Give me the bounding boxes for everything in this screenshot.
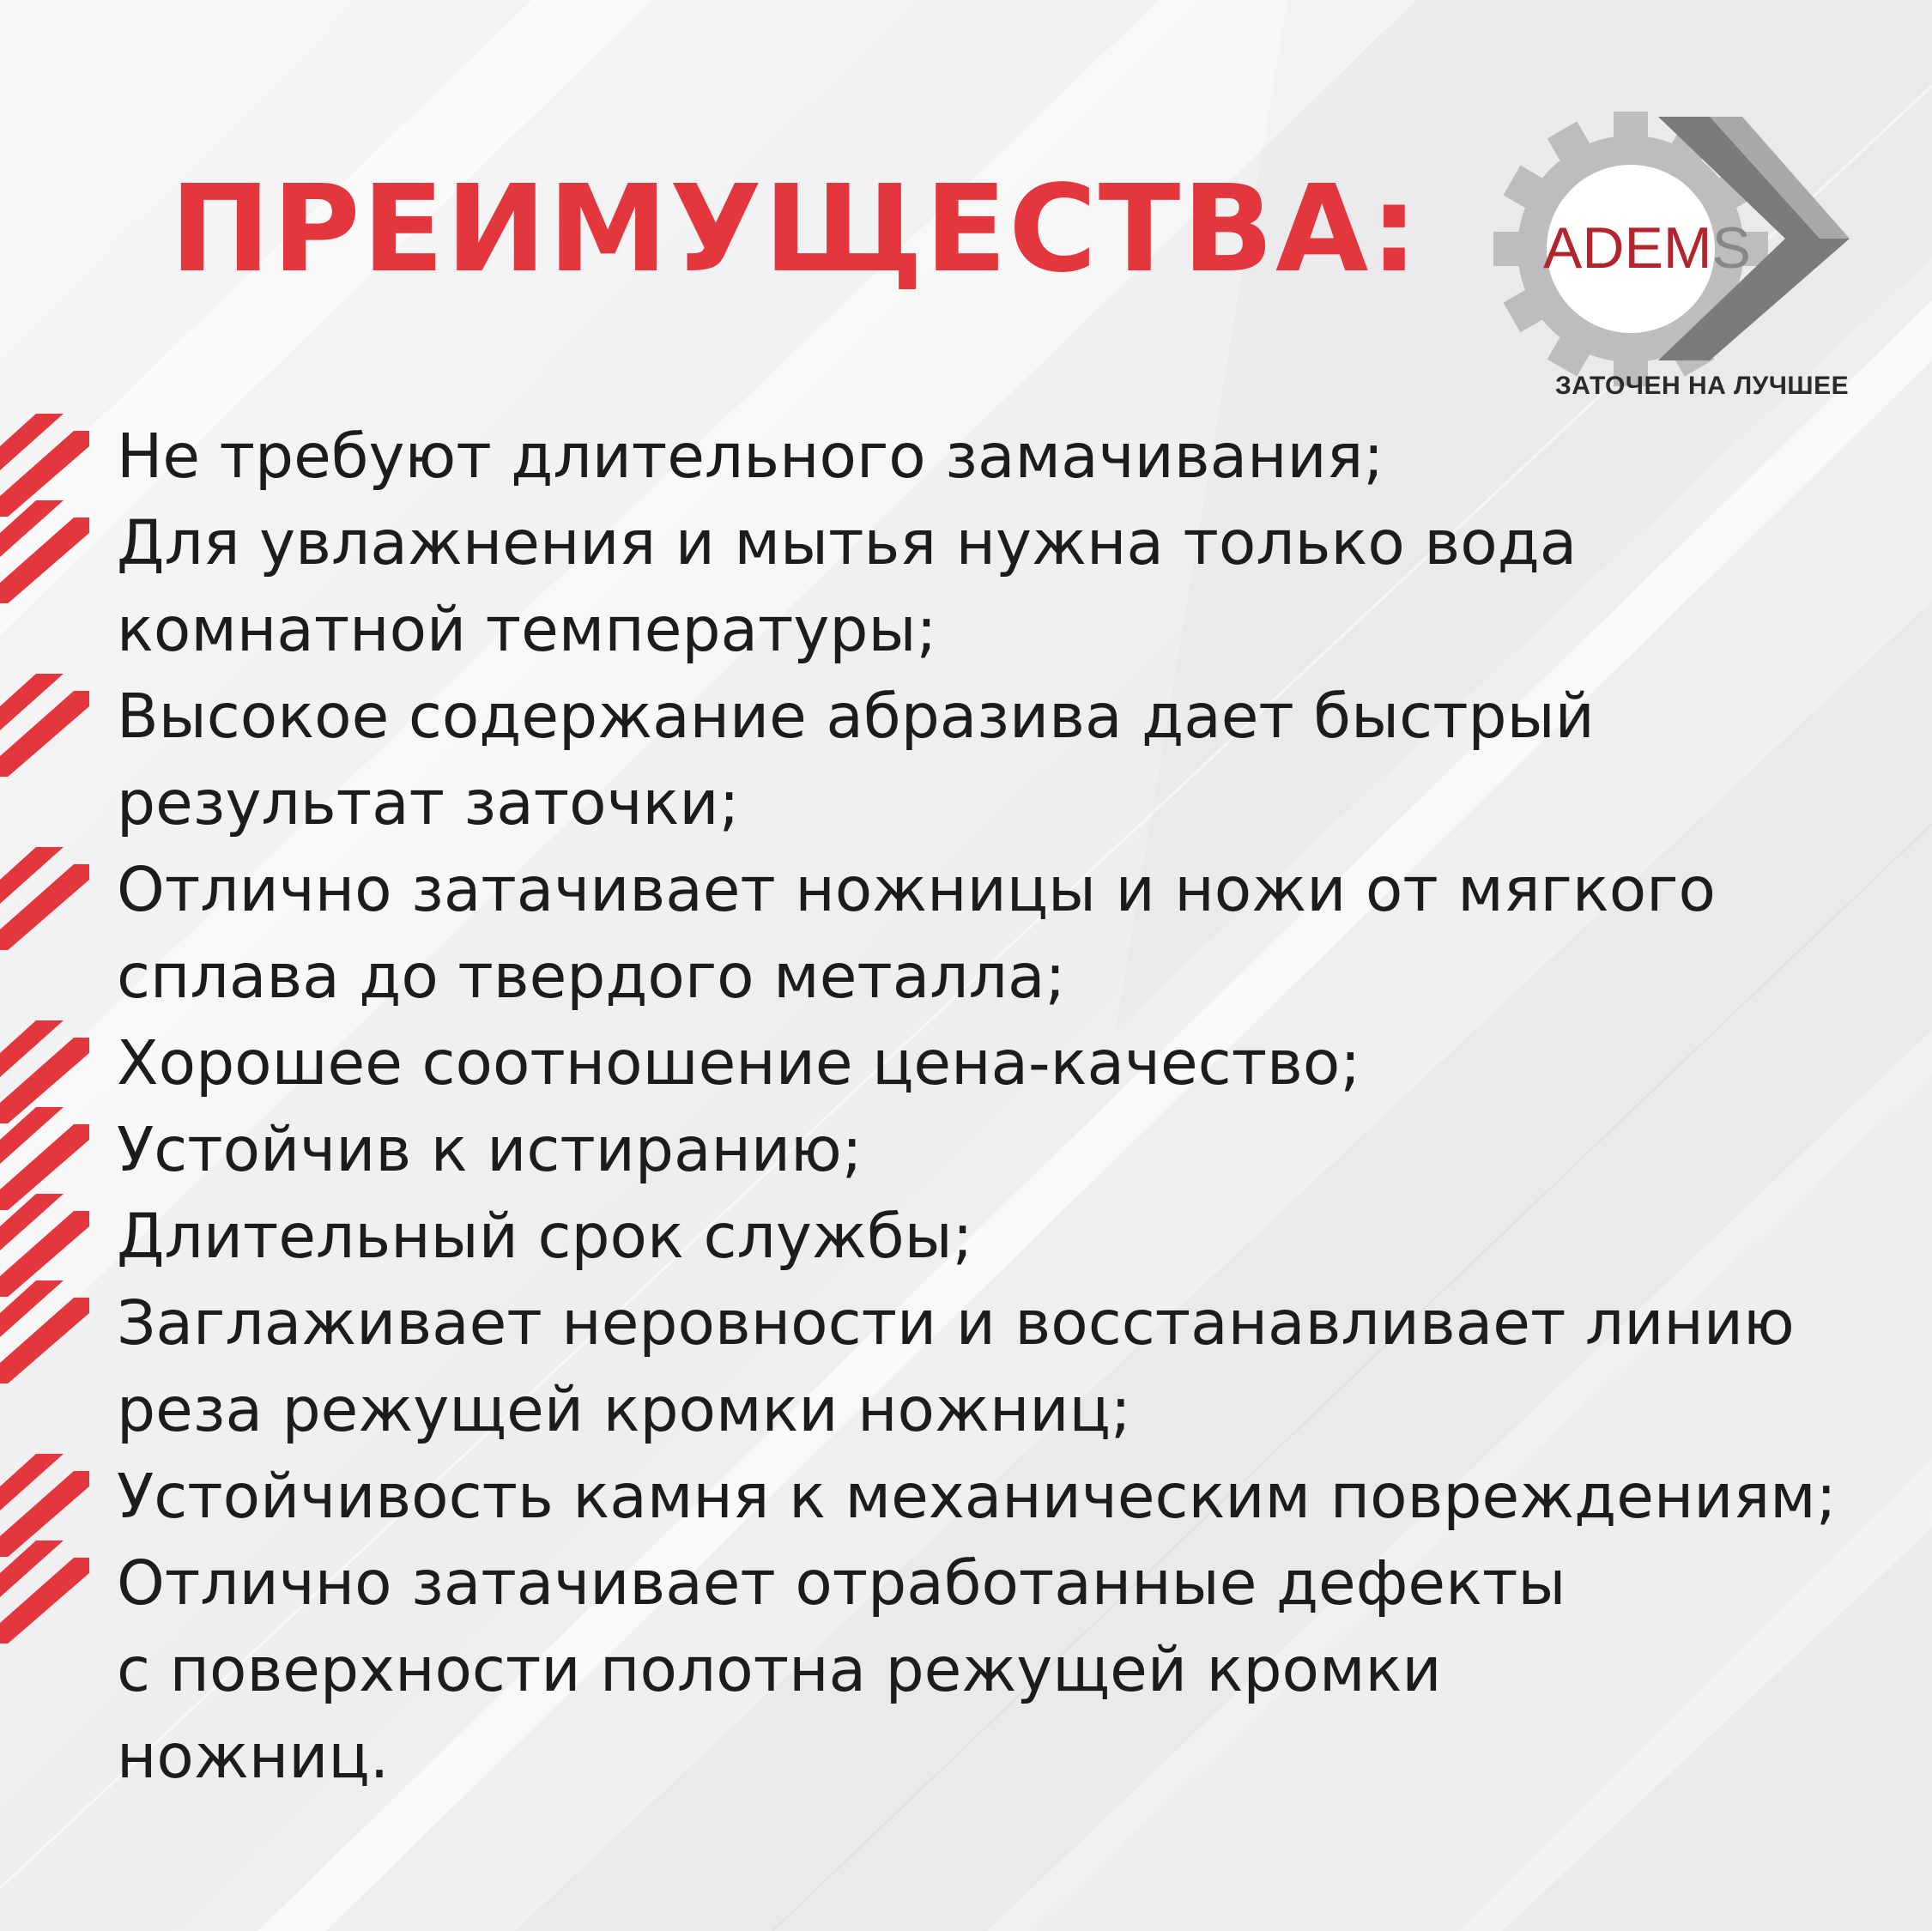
- benefit-text: Устойчив к истиранию;: [117, 1114, 863, 1185]
- benefit-text: Высокое содержание абразива дает быстрый: [117, 681, 1595, 752]
- logo-tagline: ЗАТОЧЕН НА ЛУЧШЕЕ: [1555, 372, 1850, 400]
- benefit-text: Заглаживает неровности и восстанавливает линию: [117, 1287, 1795, 1359]
- red-slash-bullet-icon: [0, 674, 94, 777]
- benefit-text: сплава до твердого металла;: [117, 941, 1066, 1012]
- benefit-text: Хорошее соотношение цена-качество;: [117, 1027, 1361, 1099]
- benefit-text: реза режущей кромки ножниц;: [117, 1374, 1131, 1445]
- benefit-text: Устойчивость камня к механическим повреждениям;: [117, 1461, 1837, 1532]
- benefit-text: Длительный срок службы;: [117, 1201, 973, 1272]
- benefit-text: Отлично затачивает ножницы и ножи от мягкого: [117, 854, 1716, 925]
- red-slash-bullet-icon: [0, 500, 94, 603]
- benefit-text: ножниц.: [117, 1721, 390, 1792]
- red-slash-bullet-icon: [0, 1541, 94, 1643]
- benefit-text: результат заточки;: [117, 767, 740, 838]
- benefit-text: Для увлажнения и мытья нужна только вода: [117, 507, 1578, 578]
- page-title: ПРЕИМУЩЕСТВА:: [170, 160, 1420, 300]
- benefit-text: Не требуют длительного замачивания;: [117, 421, 1384, 492]
- logo-wordmark: ADEMS: [1543, 215, 1751, 281]
- benefit-text: комнатной температуры;: [117, 594, 937, 665]
- red-slash-bullet-icon: [0, 847, 94, 950]
- benefit-text: с поверхности полотна режущей кромки: [117, 1634, 1442, 1705]
- red-slash-bullet-icon: [0, 1280, 94, 1383]
- benefit-text: Отлично затачивает отработанные дефекты: [117, 1547, 1566, 1619]
